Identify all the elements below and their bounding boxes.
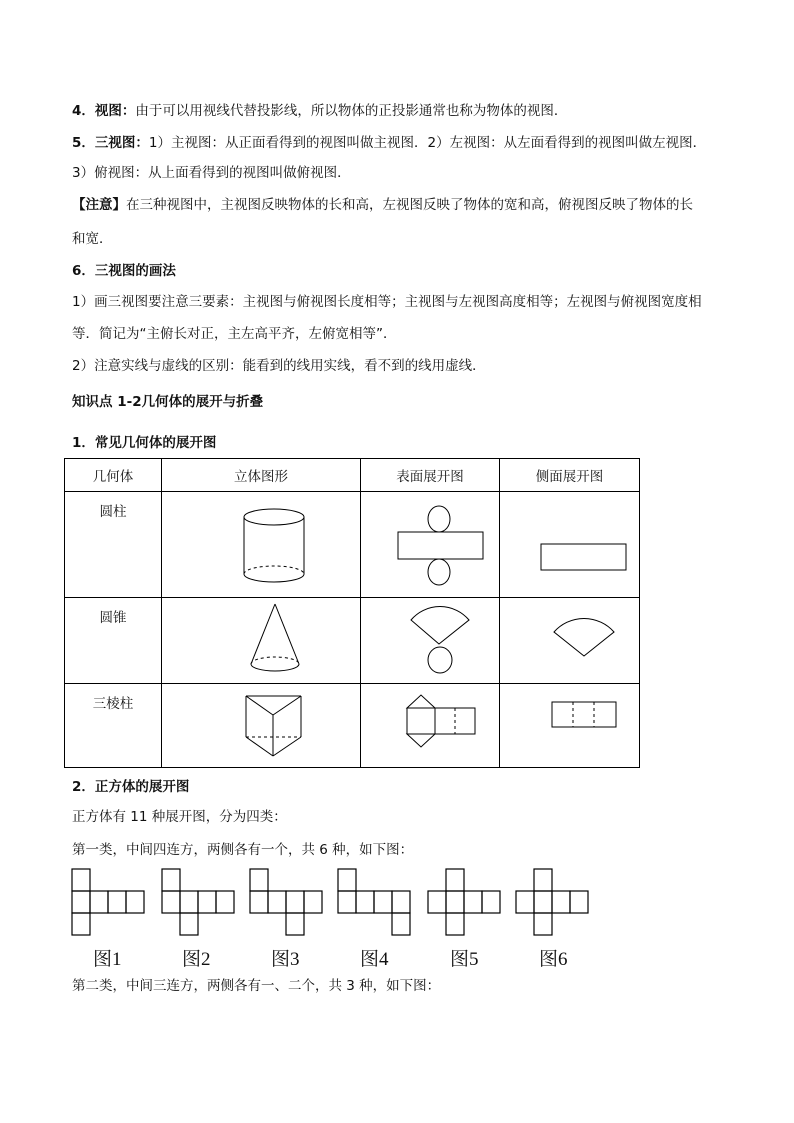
cylinder-figure-cell xyxy=(162,492,361,598)
cube-net-2 xyxy=(162,869,234,935)
viewpoint-5 xyxy=(72,133,706,153)
prism-3d-figure xyxy=(162,684,360,766)
cube-net-5 xyxy=(428,869,500,935)
cylinder-lateral-cell xyxy=(500,492,640,598)
cylinder-3d-figure xyxy=(162,492,360,596)
viewpoint-4-body: 由于可以用视线代替投影线，所以物体的正投影通常也称为物体的视图． xyxy=(135,103,568,119)
cube-net-6 xyxy=(516,869,588,935)
table-row xyxy=(65,598,640,684)
cone-surface-cell xyxy=(361,598,500,684)
figure-label-4: 图4 xyxy=(360,949,389,970)
table-header-row xyxy=(65,459,640,492)
nets-table xyxy=(64,458,640,768)
note-head: 【注意】 xyxy=(72,197,126,213)
figure-label-6: 图6 xyxy=(539,949,568,970)
cube-net-4 xyxy=(338,869,410,935)
figure-label-2: 图2 xyxy=(182,949,211,970)
cylinder-surface-net xyxy=(361,492,499,596)
viewpoint-5-body: 1）主视图：从正面看得到的视图叫做主视图．2）左视图：从左面看得到的视图叫做左视图． xyxy=(148,135,707,151)
cube-nets-figures xyxy=(70,867,630,947)
section-6-heading: 6．三视图的画法 xyxy=(72,263,176,279)
header-solid: 几何体 xyxy=(65,459,162,492)
prism-lateral-net xyxy=(500,684,639,766)
cone-3d-figure xyxy=(162,598,360,682)
cone-surface-net xyxy=(361,598,499,682)
knowledge-point-heading: 知识点 1-2几何体的展开与折叠 xyxy=(72,394,264,410)
common-nets-heading: 1．常见几何体的展开图 xyxy=(72,435,217,451)
figure-label-3: 图3 xyxy=(271,949,300,970)
cube-net-1 xyxy=(72,869,144,935)
cube-net-3 xyxy=(250,869,322,935)
cone-lateral-net xyxy=(500,598,639,682)
table-row xyxy=(65,684,640,768)
section-6-point-2: 2）注意实线与虚线的区别：能看到的线用实线，看不到的线用虚线． xyxy=(72,358,486,374)
section-6-point-1: 1）画三视图要注意三要素：主视图与俯视图长度相等；主视图与左视图高度相等；左视图与俯视图宽度相 xyxy=(72,294,702,310)
section-6-point-1-continued: 等．简记为“主俯长对正，主左高平齐，左俯宽相等”． xyxy=(72,326,397,342)
cube-nets-category-2: 第二类，中间三连方，两侧各有一、二个，共 3 种，如下图： xyxy=(72,978,441,994)
prism-surface-cell xyxy=(361,684,500,768)
cone-lateral-cell xyxy=(500,598,640,684)
viewpoint-5-head: 5．三视图： xyxy=(72,135,149,151)
note xyxy=(72,195,693,215)
figure-label-5: 图5 xyxy=(450,949,479,970)
cube-nets-category-1: 第一类，中间四连方，两侧各有一个，共 6 种，如下图： xyxy=(72,842,414,858)
prism-surface-net xyxy=(361,684,499,766)
cube-nets-intro: 正方体有 11 种展开图，分为四类： xyxy=(72,809,287,825)
header-3d-figure: 立体图形 xyxy=(162,459,361,492)
row-label-triangular-prism: 三棱柱 xyxy=(65,684,162,768)
figure-label-1: 图1 xyxy=(93,949,122,970)
viewpoint-4-head: 4．视图： xyxy=(72,103,136,119)
note-continued: 和宽． xyxy=(72,231,113,247)
note-body: 在三种视图中，主视图反映物体的长和高，左视图反映了物体的宽和高，俯视图反映了物体的长 xyxy=(126,197,693,213)
cone-figure-cell xyxy=(162,598,361,684)
prism-lateral-cell xyxy=(500,684,640,768)
prism-figure-cell xyxy=(162,684,361,768)
row-label-cone: 圆锥 xyxy=(65,598,162,684)
cylinder-lateral-net xyxy=(500,492,639,596)
row-label-cylinder: 圆柱 xyxy=(65,492,162,598)
header-surface-net: 表面展开图 xyxy=(361,459,500,492)
cube-nets-heading: 2．正方体的展开图 xyxy=(72,779,190,795)
viewpoint-5-continued: 3）俯视图：从上面看得到的视图叫做俯视图． xyxy=(72,165,351,181)
table-row xyxy=(65,492,640,598)
viewpoint-4 xyxy=(72,101,567,121)
header-lateral-net: 侧面展开图 xyxy=(500,459,640,492)
cylinder-surface-cell xyxy=(361,492,500,598)
